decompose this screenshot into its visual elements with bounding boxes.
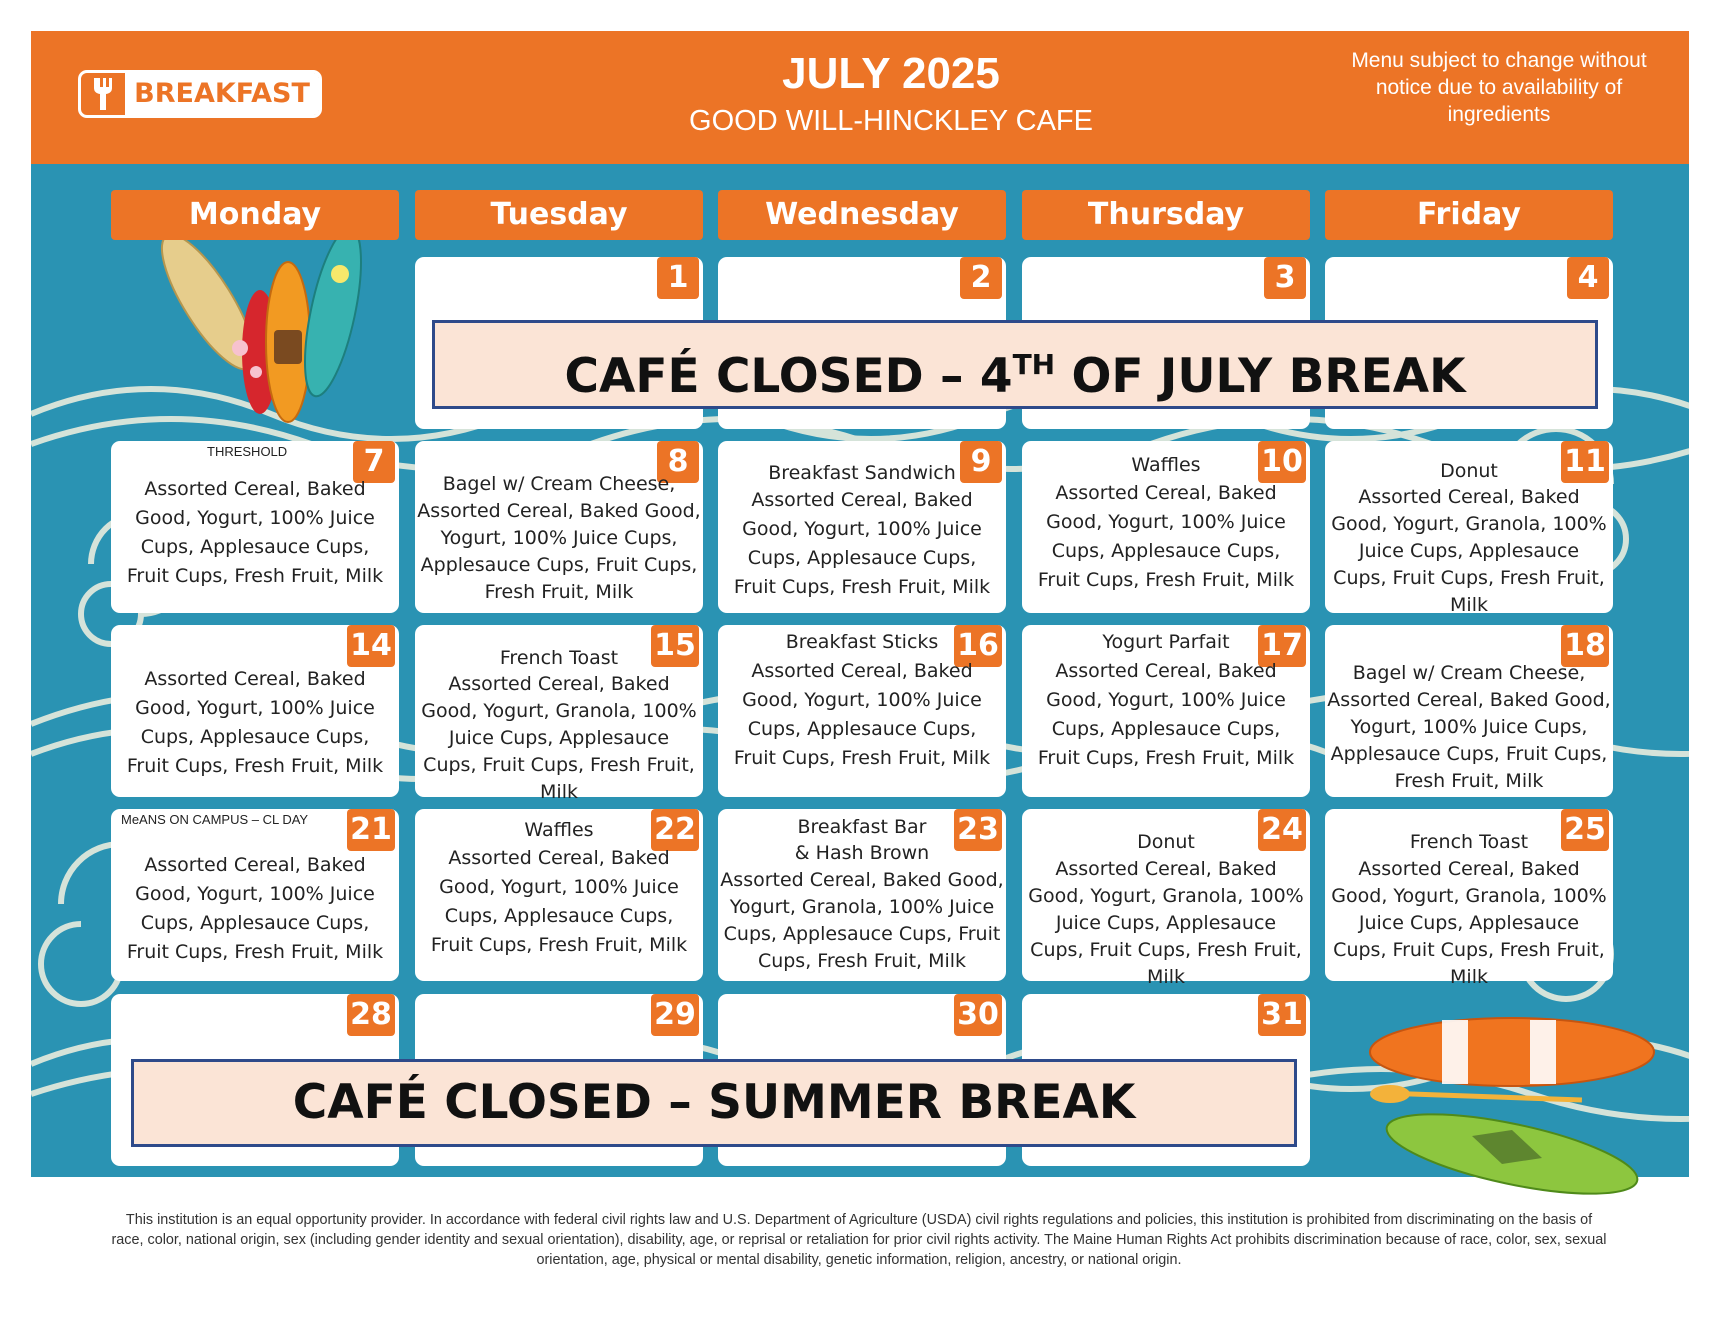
day-number: 28	[347, 994, 395, 1036]
day-cell-8	[415, 441, 703, 613]
day-cell-16	[718, 625, 1006, 797]
banner-july4-closed	[432, 320, 1598, 409]
banner-summer-closed: CAFÉ CLOSED – SUMMER BREAK	[131, 1059, 1297, 1147]
day-header-wednesday: Wednesday	[718, 190, 1006, 240]
day-cell-23	[718, 809, 1006, 981]
day-cell-9	[718, 441, 1006, 613]
day-number: 16	[954, 625, 1002, 667]
day-note: THRESHOLD	[207, 444, 288, 459]
banner-july4-end: OF JULY BREAK	[1055, 349, 1466, 404]
day-number: 10	[1258, 441, 1306, 483]
day-number: 4	[1567, 257, 1609, 299]
surfboards-illustration	[128, 232, 368, 432]
day-number: 15	[651, 625, 699, 667]
day-cell-11	[1325, 441, 1613, 616]
day-header-thursday: Thursday	[1022, 190, 1310, 240]
menu-notice: Menu subject to change without notice due to availability of ingredients	[1351, 49, 1647, 126]
day-cell-25	[1325, 809, 1613, 988]
day-number: 17	[1258, 625, 1306, 667]
menu-items: Assorted Cereal, Baked Good, Yogurt, 100% Juice Cups, Applesauce Cups, Fruit Cups, Fresh Fruit, Milk	[430, 847, 688, 956]
header-bar	[31, 31, 1689, 164]
day-cell-18	[1325, 625, 1613, 797]
day-number: 31	[1258, 994, 1306, 1036]
day-number: 30	[954, 994, 1002, 1036]
day-number: 1	[657, 257, 699, 299]
day-cell-7	[111, 441, 399, 613]
featured-item: Donut	[1137, 831, 1195, 853]
featured-item: Yogurt Parfait	[1102, 631, 1230, 653]
day-cell-14	[111, 625, 399, 797]
menu-items: Assorted Cereal, Baked Good, Yogurt, 100% Juice Cups, Applesauce Cups, Fruit Cups, Fresh Fruit, Milk	[733, 660, 991, 769]
menu-items: Assorted Cereal, Baked Good, Yogurt, 100% Juice Cups, Applesauce Cups, Fruit Cups, Fresh Fruit, Milk	[126, 668, 384, 777]
menu-items: Assorted Cereal, Baked Good, Yogurt, Granola, 100% Juice Cups, Applesauce Cups, Fruit Cups, Fresh Fruit, Milk	[720, 869, 1004, 972]
day-number: 9	[960, 441, 1002, 483]
featured-item: Waffles	[1131, 454, 1201, 476]
menu-items: Assorted Cereal, Baked Good, Yogurt, 100% Juice Cups, Applesauce Cups, Fruit Cups, Fresh Fruit, Milk	[1037, 482, 1295, 591]
day-number: 22	[651, 809, 699, 851]
day-number: 7	[353, 441, 395, 483]
day-cell-21	[111, 809, 399, 981]
menu-items: Assorted Cereal, Baked Good, Yogurt, 100% Juice Cups, Applesauce Cups, Fruit Cups, Fresh Fruit, Milk	[1037, 660, 1295, 769]
day-header-tuesday: Tuesday	[415, 190, 703, 240]
menu-items: Assorted Cereal, Baked Good, Yogurt, Granola, 100% Juice Cups, Applesauce Cups, Fruit Cups, Fresh Fruit, Milk	[1331, 858, 1607, 988]
menu-items: Assorted Cereal, Baked Good, Yogurt, 100% Juice Cups, Applesauce Cups, Fruit Cups, Fresh Fruit, Milk	[733, 489, 991, 598]
day-header-friday: Friday	[1325, 190, 1613, 240]
footer-disclaimer: This institution is an equal opportunity provider. In accordance with federal civil rights law and U.S. Department of Agriculture (USDA) civil rights regulations and policies, this institution is prohibited from discriminating on the basis of race, color, national origin, sex (including gender identity and sexual orientation), disability, age, or reprisal or retaliation for prior civil rights activity. The Maine Human Rights Act prohibits discrimination because of race, color, sex, sexual orientation, age, physical or mental disability, genetic information, religion, ancestry, or national origin.	[111, 1212, 1607, 1268]
featured-item: Breakfast Sticks	[785, 631, 939, 653]
day-number: 23	[954, 809, 1002, 851]
day-number: 11	[1561, 441, 1609, 483]
day-number: 3	[1264, 257, 1306, 299]
day-number: 29	[651, 994, 699, 1036]
day-number: 18	[1561, 625, 1609, 667]
menu-items: Assorted Cereal, Baked Good, Yogurt, Granola, 100% Juice Cups, Applesauce Cups, Fruit Cups, Fresh Fruit, Milk	[1028, 858, 1304, 988]
featured-item: Donut	[1440, 460, 1498, 482]
menu-items: Bagel w/ Cream Cheese, Assorted Cereal, Baked Good, Yogurt, 100% Juice Cups, Applesauce Cups, Fruit Cups, Fresh Fruit, Milk	[417, 473, 701, 603]
day-number: 14	[347, 625, 395, 667]
day-number: 25	[1561, 809, 1609, 851]
day-note: MeANS ON CAMPUS – CL DAY	[121, 812, 309, 827]
menu-items: Assorted Cereal, Baked Good, Yogurt, 100% Juice Cups, Applesauce Cups, Fruit Cups, Fresh Fruit, Milk	[126, 854, 384, 963]
featured-item: Breakfast Sandwich	[768, 462, 956, 484]
fork-icon	[81, 73, 125, 115]
featured-item: French Toast	[499, 647, 619, 669]
menu-items: Bagel w/ Cream Cheese, Assorted Cereal, Baked Good, Yogurt, 100% Juice Cups, Applesauce Cups, Fruit Cups, Fresh Fruit, Milk	[1327, 662, 1611, 792]
day-cell-15	[415, 625, 703, 803]
day-number: 2	[960, 257, 1002, 299]
day-cell-24	[1022, 809, 1310, 988]
day-number: 21	[347, 809, 395, 851]
day-number: 8	[657, 441, 699, 483]
paddleboards-illustration	[1362, 1008, 1662, 1208]
day-number: 24	[1258, 809, 1306, 851]
breakfast-logo	[78, 70, 322, 118]
menu-items: Assorted Cereal, Baked Good, Yogurt, Granola, 100% Juice Cups, Applesauce Cups, Fruit Cups, Fresh Fruit, Milk	[421, 673, 697, 803]
featured-item: Waffles	[524, 819, 594, 841]
menu-items: Assorted Cereal, Baked Good, Yogurt, Granola, 100% Juice Cups, Applesauce Cups, Fruit Cups, Fresh Fruit, Milk	[1331, 486, 1607, 616]
featured-item: French Toast	[1409, 831, 1529, 853]
logo-label: BREAKFAST	[125, 73, 319, 115]
day-cell-10	[1022, 441, 1310, 613]
page-subtitle: GOOD WILL-HINCKLEY CAFE	[689, 105, 1093, 137]
featured-item: Breakfast Bar & Hash Brown	[794, 816, 930, 864]
banner-july4-sup: TH	[1012, 348, 1056, 381]
day-cell-22	[415, 809, 703, 981]
banner-july4-text: CAFÉ CLOSED – 4	[564, 349, 1013, 404]
day-cell-17	[1022, 625, 1310, 797]
page-title: JULY 2025	[782, 49, 1000, 98]
day-header-monday: Monday	[111, 190, 399, 240]
menu-items: Assorted Cereal, Baked Good, Yogurt, 100% Juice Cups, Applesauce Cups, Fruit Cups, Fresh Fruit, Milk	[126, 478, 384, 587]
